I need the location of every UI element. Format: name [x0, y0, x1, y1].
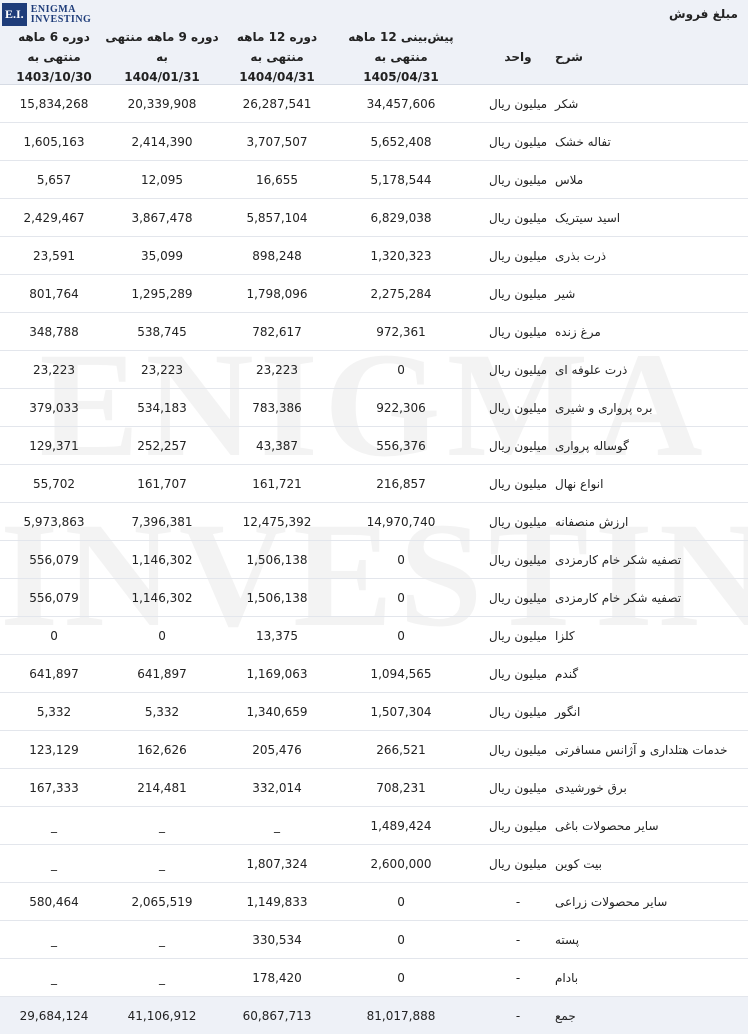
cell-period-6m: _ [51, 856, 57, 871]
cell-period-6m: 556,079 [29, 590, 79, 605]
table-row [0, 921, 748, 959]
cell-desc: بیت کوین [555, 856, 602, 871]
cell-unit: میلیون ریال [489, 590, 547, 605]
cell-period-6m: 580,464 [29, 894, 79, 909]
cell-period-12m: 1,798,096 [246, 286, 308, 301]
cell-unit: میلیون ریال [489, 856, 547, 871]
cell-desc: جمع [555, 1008, 576, 1023]
cell-desc: پسته [555, 932, 580, 947]
cell-period-6m: 641,897 [29, 666, 79, 681]
cell-period-12m: 161,721 [252, 476, 302, 491]
cell-unit: میلیون ریال [489, 248, 547, 263]
cell-unit: میلیون ریال [489, 134, 547, 149]
cell-period-9m: 641,897 [137, 666, 187, 681]
cell-period-9m: 23,223 [141, 362, 183, 377]
cell-period-12m: 3,707,507 [246, 134, 308, 149]
cell-desc: سایر محصولات زراعی [555, 894, 668, 909]
cell-period-9m: 35,099 [141, 248, 183, 263]
table-row [0, 503, 748, 541]
table-row [0, 541, 748, 579]
cell-period-12m: 26,287,541 [242, 96, 312, 111]
table-row [0, 845, 748, 883]
cell-period-9m: 5,332 [144, 704, 180, 719]
cell-period-12m: 205,476 [252, 742, 302, 757]
table-row [0, 427, 748, 465]
cell-unit: - [515, 1008, 521, 1023]
cell-period-9m: 20,339,908 [127, 96, 197, 111]
cell-desc: گندم [555, 666, 579, 681]
cell-period-6m: 29,684,124 [19, 1008, 89, 1023]
header-desc: شرح [555, 50, 583, 64]
cell-unit: میلیون ریال [489, 818, 547, 833]
cell-forecast-12m: 34,457,606 [366, 96, 436, 111]
cell-period-9m: 3,867,478 [131, 210, 193, 225]
cell-period-12m: 60,867,713 [242, 1008, 312, 1023]
cell-period-12m: 1,169,063 [246, 666, 308, 681]
cell-unit: - [515, 932, 521, 947]
cell-unit: میلیون ریال [489, 514, 547, 529]
cell-forecast-12m: 0 [397, 932, 405, 947]
logo-mark: E.I. [2, 3, 27, 26]
cell-period-6m: 5,657 [36, 172, 72, 187]
cell-period-12m: 5,857,104 [246, 210, 308, 225]
header-forecast-12m: پیش‌بینی 12 ماهه منتهی به 1405/04/31 [348, 30, 454, 84]
cell-forecast-12m: 6,829,038 [370, 210, 432, 225]
cell-desc: تصفیه شکر خام کارمزدی [555, 590, 682, 605]
cell-period-12m: 16,655 [256, 172, 298, 187]
cell-forecast-12m: 0 [397, 590, 405, 605]
cell-desc: تفاله خشک [555, 134, 611, 149]
cell-period-6m: 167,333 [29, 780, 79, 795]
cell-desc: برق خورشیدی [555, 780, 627, 795]
cell-period-6m: 379,033 [29, 400, 79, 415]
cell-period-12m: 1,506,138 [246, 552, 308, 567]
cell-period-9m: _ [159, 818, 165, 833]
cell-unit: میلیون ریال [489, 400, 547, 415]
cell-period-9m: 2,065,519 [131, 894, 193, 909]
cell-unit: میلیون ریال [489, 704, 547, 719]
table-row [0, 199, 748, 237]
cell-period-6m: 0 [50, 628, 58, 643]
table-row [0, 883, 748, 921]
table-body [0, 85, 748, 1034]
cell-forecast-12m: 5,652,408 [370, 134, 432, 149]
cell-period-6m: 348,788 [29, 324, 79, 339]
cell-forecast-12m: 14,970,740 [366, 514, 436, 529]
cell-desc: خدمات هتلداری و آژانس مسافرتی [555, 742, 728, 757]
cell-period-12m: 1,807,324 [246, 856, 308, 871]
cell-forecast-12m: 81,017,888 [366, 1008, 436, 1023]
cell-forecast-12m: 2,600,000 [370, 856, 432, 871]
cell-unit: میلیون ریال [489, 742, 547, 757]
cell-period-9m: 252,257 [137, 438, 187, 453]
table-row [0, 693, 748, 731]
cell-period-6m: 55,702 [33, 476, 75, 491]
cell-period-12m: 178,420 [252, 970, 302, 985]
cell-forecast-12m: 0 [397, 628, 405, 643]
cell-desc: ذرت بذری [555, 248, 607, 263]
table-row [0, 123, 748, 161]
cell-unit: - [515, 894, 521, 909]
table-row [0, 807, 748, 845]
table-row [0, 237, 748, 275]
table-row [0, 655, 748, 693]
cell-period-9m: 214,481 [137, 780, 187, 795]
table-row [0, 389, 748, 427]
cell-period-12m: 23,223 [256, 362, 298, 377]
cell-period-6m: _ [51, 970, 57, 985]
cell-unit: میلیون ریال [489, 362, 547, 377]
header-period-12m: دوره 12 ماهه منتهی به 1404/04/31 [236, 30, 318, 84]
cell-unit: میلیون ریال [489, 628, 547, 643]
table-title: مبلغ فروش [669, 7, 738, 21]
cell-period-12m: 332,014 [252, 780, 302, 795]
cell-period-6m: 15,834,268 [19, 96, 89, 111]
cell-period-12m: _ [274, 818, 280, 833]
cell-forecast-12m: 972,361 [376, 324, 426, 339]
cell-period-9m: _ [159, 932, 165, 947]
cell-period-12m: 1,149,833 [246, 894, 308, 909]
cell-period-12m: 783,386 [252, 400, 302, 415]
cell-period-9m: 1,295,289 [131, 286, 193, 301]
cell-desc: انگور [555, 704, 581, 719]
cell-unit: میلیون ریال [489, 324, 547, 339]
cell-period-6m: 23,223 [33, 362, 75, 377]
cell-period-6m: _ [51, 932, 57, 947]
cell-forecast-12m: 266,521 [376, 742, 426, 757]
cell-period-6m: 123,129 [29, 742, 79, 757]
cell-forecast-12m: 922,306 [376, 400, 426, 415]
logo-wordmark: ENIGMA INVESTING [30, 3, 92, 25]
table-row [0, 161, 748, 199]
cell-desc: بادام [555, 970, 579, 985]
cell-period-6m: 129,371 [29, 438, 79, 453]
header-unit: واحد [504, 50, 532, 64]
table-row [0, 85, 748, 123]
table-row [0, 617, 748, 655]
cell-desc: ملاس [555, 172, 584, 187]
cell-desc: ارزش منصفانه [555, 514, 629, 529]
cell-period-12m: 898,248 [252, 248, 302, 263]
header-period-9m: دوره 9 ماهه منتهی به 1404/01/31 [105, 30, 219, 84]
cell-period-12m: 782,617 [252, 324, 302, 339]
cell-period-9m: _ [159, 970, 165, 985]
cell-period-6m: _ [51, 818, 57, 833]
table-row [0, 731, 748, 769]
cell-period-12m: 1,506,138 [246, 590, 308, 605]
cell-unit: میلیون ریال [489, 438, 547, 453]
cell-forecast-12m: 1,489,424 [370, 818, 432, 833]
cell-period-12m: 12,475,392 [242, 514, 312, 529]
header-period-6m: دوره 6 ماهه منتهی به 1403/10/30 [16, 30, 92, 84]
cell-forecast-12m: 556,376 [376, 438, 426, 453]
cell-period-9m: 534,183 [137, 400, 187, 415]
cell-period-9m: 12,095 [141, 172, 183, 187]
cell-forecast-12m: 708,231 [376, 780, 426, 795]
cell-period-12m: 1,340,659 [246, 704, 308, 719]
cell-period-9m: 1,146,302 [131, 590, 193, 605]
cell-period-9m: 161,707 [137, 476, 187, 491]
cell-period-9m: 1,146,302 [131, 552, 193, 567]
cell-period-6m: 5,973,863 [23, 514, 85, 529]
table-header [0, 30, 748, 85]
cell-forecast-12m: 0 [397, 970, 405, 985]
cell-desc: بره پرواری و شیری [555, 400, 653, 415]
cell-period-9m: _ [159, 856, 165, 871]
cell-desc: انواع نهال [555, 476, 604, 491]
cell-forecast-12m: 216,857 [376, 476, 426, 491]
table-row [0, 769, 748, 807]
cell-unit: میلیون ریال [489, 780, 547, 795]
cell-unit: میلیون ریال [489, 552, 547, 567]
cell-desc: ذرت علوفه ای [555, 362, 628, 377]
cell-unit: میلیون ریال [489, 210, 547, 225]
cell-desc: مرغ زنده [555, 324, 601, 339]
table-row [0, 313, 748, 351]
cell-period-12m: 43,387 [256, 438, 298, 453]
cell-period-6m: 2,429,467 [23, 210, 85, 225]
table-row [0, 959, 748, 997]
cell-period-9m: 0 [158, 628, 166, 643]
table-row [0, 275, 748, 313]
table-row [0, 465, 748, 503]
cell-period-12m: 330,534 [252, 932, 302, 947]
cell-period-9m: 538,745 [137, 324, 187, 339]
cell-forecast-12m: 1,094,565 [370, 666, 432, 681]
cell-forecast-12m: 5,178,544 [370, 172, 432, 187]
cell-period-9m: 7,396,381 [131, 514, 193, 529]
cell-period-12m: 13,375 [256, 628, 298, 643]
cell-period-6m: 801,764 [29, 286, 79, 301]
cell-desc: سایر محصولات باغی [555, 818, 659, 833]
cell-desc: شکر [555, 96, 579, 111]
cell-period-6m: 5,332 [36, 704, 72, 719]
cell-unit: میلیون ریال [489, 172, 547, 187]
cell-period-6m: 1,605,163 [23, 134, 85, 149]
cell-forecast-12m: 2,275,284 [370, 286, 432, 301]
cell-unit: میلیون ریال [489, 96, 547, 111]
enigma-investing-logo [2, 1, 91, 28]
cell-period-6m: 556,079 [29, 552, 79, 567]
cell-unit: میلیون ریال [489, 286, 547, 301]
cell-desc: تصفیه شکر خام کارمزدی [555, 552, 682, 567]
cell-forecast-12m: 0 [397, 362, 405, 377]
cell-period-9m: 41,106,912 [127, 1008, 197, 1023]
cell-desc: گوساله پرواری [555, 438, 629, 453]
cell-forecast-12m: 1,507,304 [370, 704, 432, 719]
table-row [0, 351, 748, 389]
cell-forecast-12m: 0 [397, 894, 405, 909]
table-row [0, 579, 748, 617]
cell-desc: شیر [555, 286, 576, 301]
cell-desc: اسید سیتریک [555, 210, 621, 225]
cell-forecast-12m: 0 [397, 552, 405, 567]
cell-unit: میلیون ریال [489, 666, 547, 681]
cell-unit: - [515, 970, 521, 985]
cell-desc: کلزا [555, 628, 575, 643]
cell-period-6m: 23,591 [33, 248, 75, 263]
cell-period-9m: 2,414,390 [131, 134, 193, 149]
cell-unit: میلیون ریال [489, 476, 547, 491]
cell-forecast-12m: 1,320,323 [370, 248, 432, 263]
cell-period-9m: 162,626 [137, 742, 187, 757]
total-row [0, 997, 748, 1034]
